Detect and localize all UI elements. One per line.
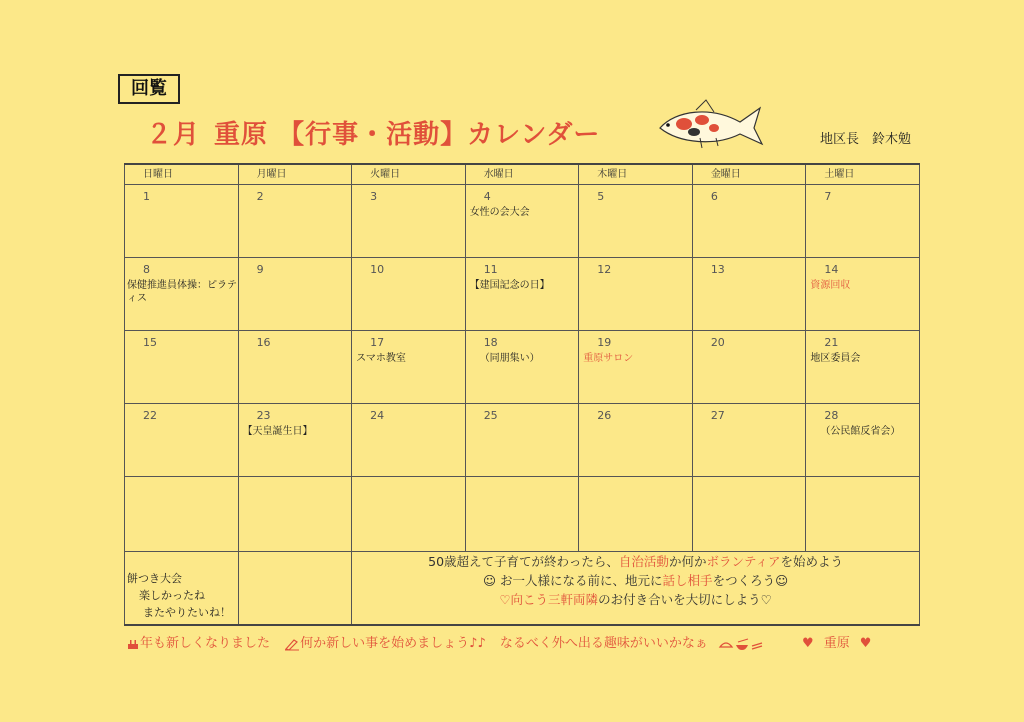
weekday-mon: 月曜日 bbox=[238, 164, 352, 185]
message-highlight: 話し相手 bbox=[662, 573, 713, 588]
weekday-sun: 日曜日 bbox=[125, 164, 239, 185]
day-number: 4 bbox=[483, 190, 491, 203]
event-label: 資源回収 bbox=[810, 280, 851, 291]
day-cell bbox=[692, 185, 806, 258]
day-cell bbox=[352, 404, 466, 477]
day-number: 12 bbox=[597, 263, 612, 276]
message-text: か何か bbox=[668, 554, 707, 569]
message-highlight: ♡向こう三軒両隣 bbox=[499, 592, 599, 607]
day-cell bbox=[125, 185, 239, 258]
day-number: 13 bbox=[710, 263, 725, 276]
day-number: 7 bbox=[824, 190, 832, 203]
empty-cell bbox=[238, 477, 352, 552]
day-number: 15 bbox=[143, 336, 157, 349]
empty-note-cell bbox=[238, 552, 352, 626]
day-cell bbox=[125, 404, 239, 477]
note-line: 楽しかったね bbox=[139, 589, 205, 602]
empty-cell bbox=[806, 477, 920, 552]
day-cell bbox=[806, 331, 920, 404]
day-number: 2 bbox=[256, 190, 264, 203]
day-number: 9 bbox=[256, 263, 264, 276]
day-cell bbox=[692, 258, 806, 331]
day-cell bbox=[465, 404, 579, 477]
weekday-fri: 金曜日 bbox=[692, 164, 806, 185]
day-number: 21 bbox=[824, 336, 839, 349]
note-line: またやりたいね！ bbox=[143, 606, 231, 619]
day-number: 3 bbox=[370, 190, 378, 203]
message-line-2 bbox=[352, 571, 919, 590]
weekday-header-row bbox=[125, 164, 920, 185]
cake-icon bbox=[126, 637, 140, 651]
day-number: 28 bbox=[824, 409, 839, 422]
title-main: 重原 【行事・活動】カレンダー bbox=[214, 120, 601, 150]
message-text: ☺ お一人様になる前に、地元に bbox=[483, 573, 663, 588]
day-cell bbox=[579, 404, 693, 477]
day-number: 25 bbox=[483, 409, 498, 422]
empty-cell bbox=[579, 477, 693, 552]
day-number: 16 bbox=[256, 336, 271, 349]
event-label: 保健推進員体操：ピラティス bbox=[127, 280, 237, 304]
message-box bbox=[352, 552, 920, 626]
day-number: 23 bbox=[256, 409, 271, 422]
day-cell bbox=[692, 331, 806, 404]
footer-text-1: 年も新しくなりました bbox=[140, 636, 271, 651]
day-number: 10 bbox=[370, 263, 385, 276]
day-number: 27 bbox=[710, 409, 725, 422]
day-number: 19 bbox=[597, 336, 612, 349]
day-cell bbox=[238, 185, 352, 258]
circulation-badge: 回覧 bbox=[118, 74, 180, 104]
day-number: 17 bbox=[370, 336, 385, 349]
day-cell bbox=[238, 331, 352, 404]
day-cell bbox=[465, 331, 579, 404]
event-label: 地区委員会 bbox=[810, 353, 861, 364]
week-row bbox=[125, 258, 920, 331]
day-cell bbox=[238, 258, 352, 331]
event-label: 重原サロン bbox=[583, 353, 634, 364]
message-text: をつくろう☺ bbox=[712, 573, 789, 588]
district-chief: 地区長 鈴木勉 bbox=[820, 132, 912, 147]
day-cell bbox=[352, 185, 466, 258]
empty-cell bbox=[465, 477, 579, 552]
event-label: 女性の会大会 bbox=[469, 207, 530, 218]
day-cell bbox=[125, 331, 239, 404]
day-number: 11 bbox=[483, 263, 498, 276]
footer-messages bbox=[126, 632, 926, 651]
event-label: 【建国記念の日】 bbox=[469, 280, 550, 291]
empty-cell bbox=[352, 477, 466, 552]
message-line-3 bbox=[352, 590, 919, 609]
day-number: 5 bbox=[597, 190, 605, 203]
day-cell bbox=[579, 185, 693, 258]
day-number: 14 bbox=[824, 263, 839, 276]
week-row-empty bbox=[125, 477, 920, 552]
message-line-1 bbox=[352, 552, 919, 571]
event-label: スマホ教室 bbox=[356, 353, 406, 364]
day-cell bbox=[352, 258, 466, 331]
day-number: 18 bbox=[483, 336, 498, 349]
day-number: 6 bbox=[710, 190, 718, 203]
footer-text-3: なるべく外へ出る趣味がいいかなぁ bbox=[499, 636, 708, 651]
weekday-thu: 木曜日 bbox=[579, 164, 693, 185]
day-number: 24 bbox=[370, 409, 385, 422]
day-cell bbox=[579, 258, 693, 331]
day-number: 8 bbox=[143, 263, 150, 276]
footer-text-4: 重原 bbox=[823, 636, 850, 651]
event-label: （同朋集い） bbox=[479, 353, 540, 364]
notes-row bbox=[125, 552, 920, 626]
message-text: 50歳超えて子育てが終わったら、 bbox=[428, 554, 619, 569]
heart-right-icon: ♥ bbox=[859, 636, 872, 651]
message-text: のお付き合いを大切にしよう♡ bbox=[598, 592, 772, 607]
day-cell bbox=[352, 331, 466, 404]
message-highlight: 自治活動 bbox=[618, 554, 669, 569]
message-highlight: ボランティア bbox=[706, 554, 781, 569]
day-cell bbox=[579, 331, 693, 404]
day-number: 26 bbox=[597, 409, 612, 422]
calendar-table bbox=[124, 163, 920, 626]
event-label: 【天皇誕生日】 bbox=[242, 426, 313, 437]
weekday-wed: 水曜日 bbox=[465, 164, 579, 185]
message-text: を始めよう bbox=[780, 554, 843, 569]
mochi-note bbox=[125, 552, 239, 626]
week-row bbox=[125, 185, 920, 258]
food-icons bbox=[718, 637, 764, 651]
day-number: 20 bbox=[710, 336, 725, 349]
day-cell bbox=[806, 185, 920, 258]
day-cell bbox=[806, 404, 920, 477]
footer-text-2: 何か新しい事を始めましょう♪♪ bbox=[300, 636, 486, 651]
empty-cell bbox=[125, 477, 239, 552]
title-month: ２月 bbox=[146, 120, 201, 150]
day-cell bbox=[692, 404, 806, 477]
week-row bbox=[125, 331, 920, 404]
writing-hand-icon bbox=[284, 637, 300, 651]
note-line: 餅つき大会 bbox=[127, 572, 182, 585]
weekday-tue: 火曜日 bbox=[352, 164, 466, 185]
koi-fish-illustration bbox=[656, 98, 768, 154]
weekday-sat: 土曜日 bbox=[806, 164, 920, 185]
day-cell bbox=[465, 185, 579, 258]
page-title bbox=[146, 114, 600, 151]
heart-left-icon: ♥ bbox=[802, 636, 814, 651]
event-label: （公民館反省会） bbox=[820, 426, 901, 437]
day-cell bbox=[238, 404, 352, 477]
day-number: 22 bbox=[143, 409, 157, 422]
day-number: 1 bbox=[143, 190, 150, 203]
week-row bbox=[125, 404, 920, 477]
empty-cell bbox=[692, 477, 806, 552]
day-cell bbox=[125, 258, 239, 331]
day-cell bbox=[806, 258, 920, 331]
day-cell bbox=[465, 258, 579, 331]
